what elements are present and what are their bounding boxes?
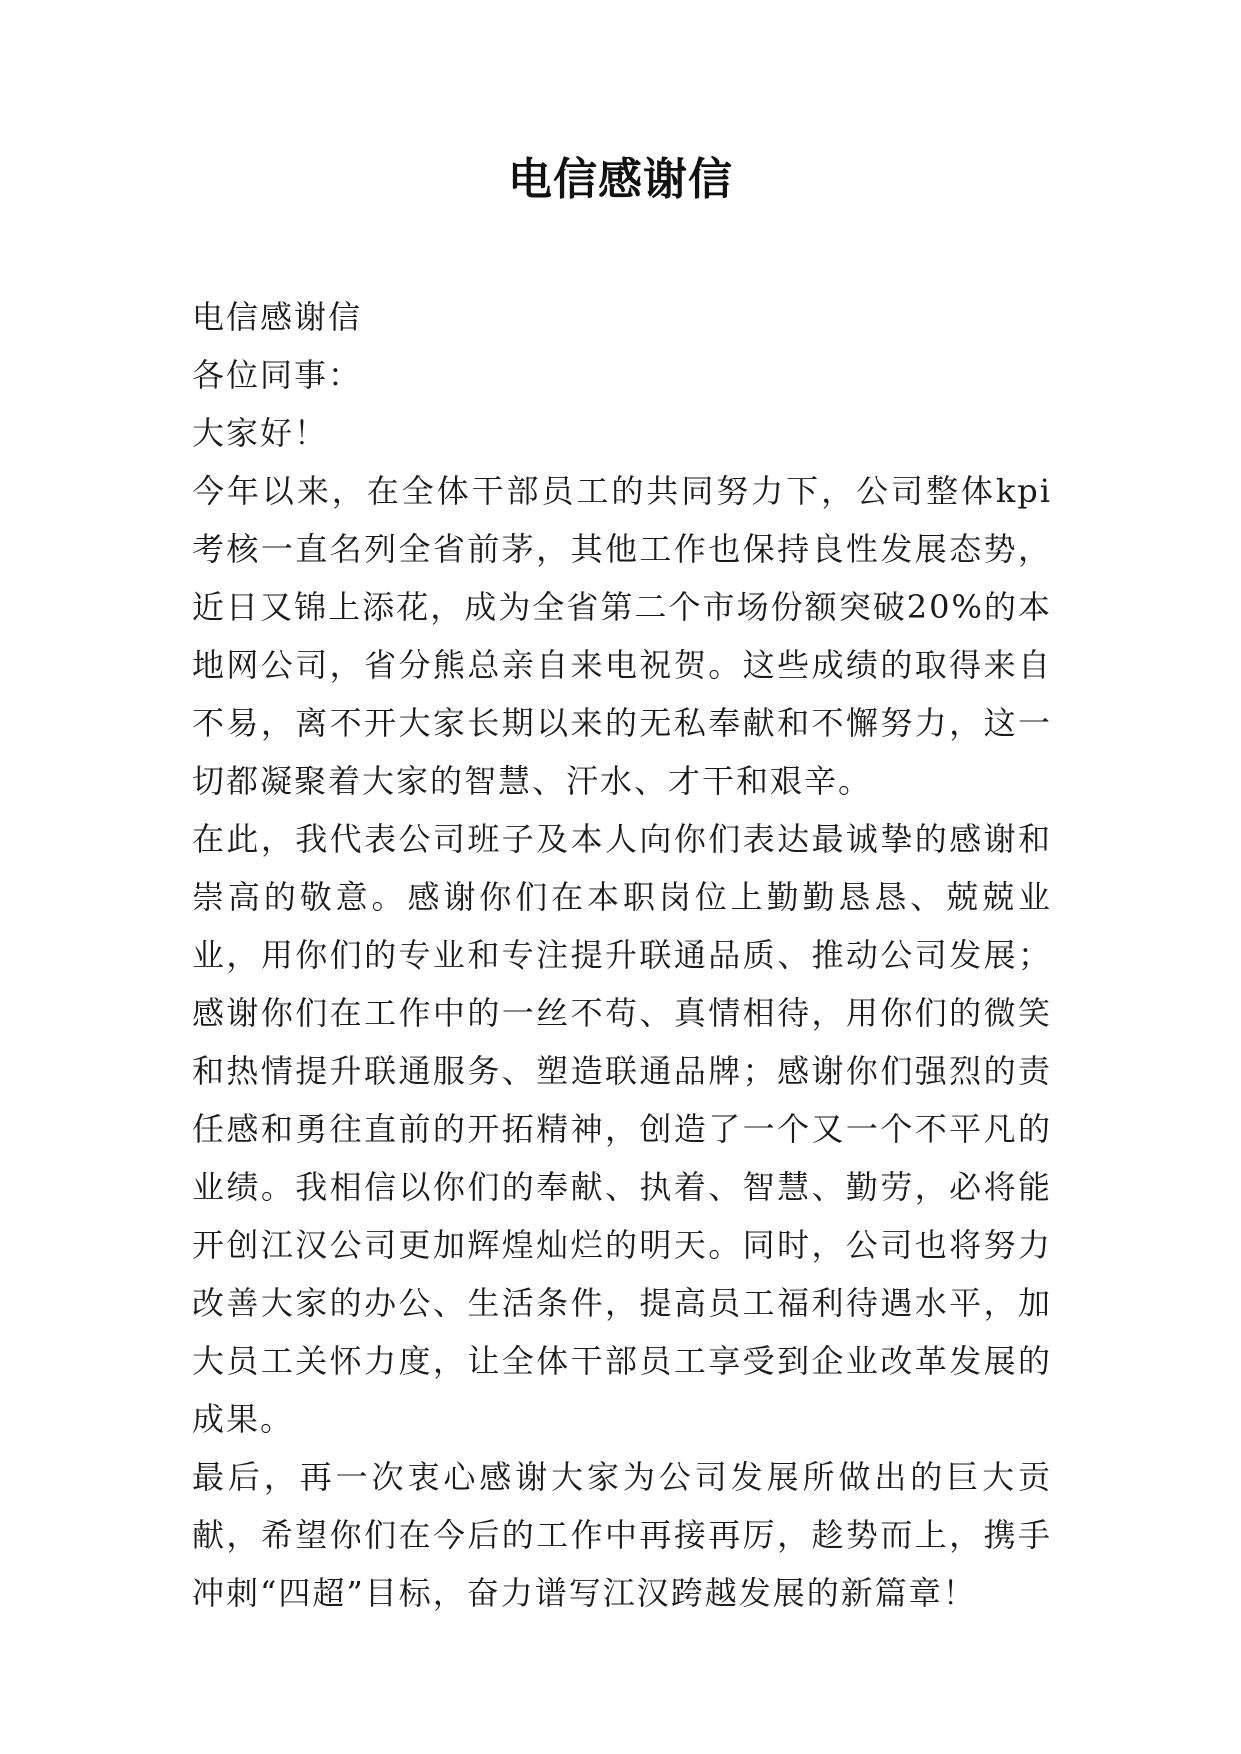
letter-salutation: 各位同事： bbox=[192, 356, 363, 394]
body-paragraph: 最后，再一次衷心感谢大家为公司发展所做出的巨大贡献，希望你们在今后的工作中再接再厉，趁势而上，携手冲刺“四超”目标，奋力谱写江汉跨越发展的新篇章！ bbox=[192, 1458, 1052, 1612]
body-paragraph: 今年以来，在全体干部员工的共同努力下，公司整体kpi考核一直名列全省前茅，其他工作也保持良性发展态势，近日又锦上添花，成为全省第二个市场份额突破20%的本地网公司，省分熊总亲自来电祝贺。这些成绩的取得来自不易，离不开大家长期以来的无私奉献和不懈努力，这一切都凝聚着大家的智慧、汗水、才干和艰辛。 bbox=[192, 472, 1052, 800]
document-body bbox=[192, 288, 1052, 1622]
letter-heading: 电信感谢信 bbox=[192, 298, 363, 336]
body-paragraph: 在此，我代表公司班子及本人向你们表达最诚挚的感谢和崇高的敬意。感谢你们在本职岗位上勤勤恳恳、兢兢业业，用你们的专业和专注提升联通品质、推动公司发展；感谢你们在工作中的一丝不苟、真情相待，用你们的微笑和热情提升联通服务、塑造联通品牌；感谢你们强烈的责任感和勇往直前的开拓精神，创造了一个又一个不平凡的业绩。我相信以你们的奉献、执着、智慧、勤劳，必将能开创江汉公司更加辉煌灿烂的明天。同时，公司也将努力改善大家的办公、生活条件，提高员工福利待遇水平，加大员工关怀力度，让全体干部员工享受到企业改革发展的成果。 bbox=[192, 820, 1052, 1438]
document-title: 电信感谢信 bbox=[508, 154, 733, 205]
letter-greeting: 大家好！ bbox=[192, 414, 329, 452]
